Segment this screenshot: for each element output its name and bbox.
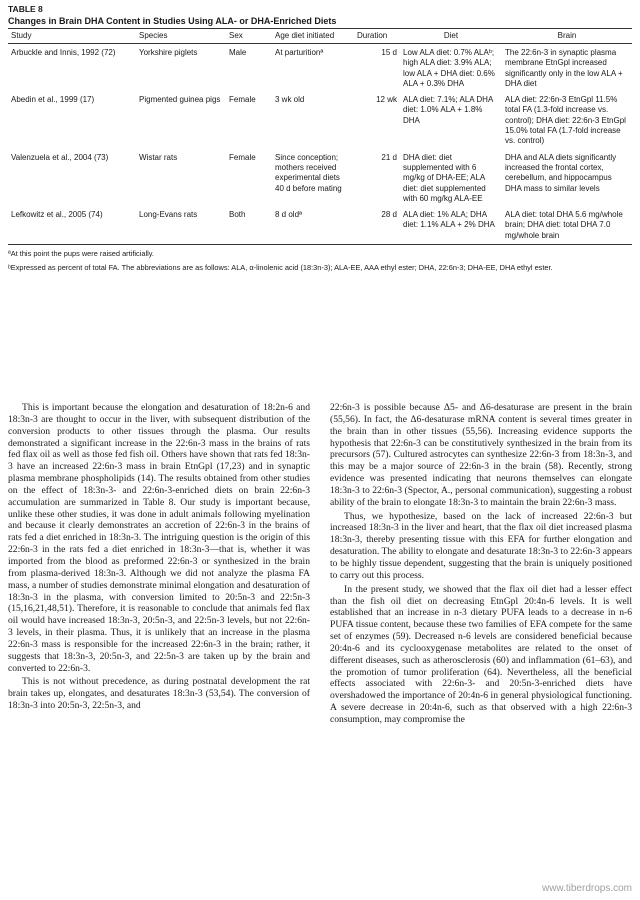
paragraph: In the present study, we showed that the flax oil diet had a lesser effect than the fish oil diet on decreasing EtnGpl 20:4n-6 levels. It is well established that an increase in n-3 dietary PUFA leads to a decrease in n-6 PUFA tissue content, because these two families of EFA compete for the same set of enzymes (59). Decreased n-6 levels are considered beneficial because 20:4n-6 and its cyclooxygenase metabolites are related to the onset of different diseases, such as atherosclerosis (60) and inflammation (61–63), and the promotion of tumor proliferation (64). Nevertheless, all the beneficial effects associated with 22:6n-3- and 20:5n-3-enriched diets have overshadowed the importance of 20:4n-6 in general physiological functioning. A severe decrease in 20:4n-6, such as that observed with a high 22:6n-3 consumption, may compromise the bbox=[330, 583, 632, 725]
cell-study: Valenzuela et al., 2004 (73) bbox=[11, 152, 109, 162]
cell-study: Lefkowitz et al., 2005 (74) bbox=[8, 206, 136, 244]
table-header-row bbox=[8, 29, 632, 44]
cell-study: Arbuckle and Innis, 1992 (72) bbox=[11, 48, 116, 57]
header-brain: Brain bbox=[502, 29, 632, 44]
cell-diet: ALA diet: 7.1%; ALA DHA diet: 1.0% ALA + 1.8% DHA bbox=[403, 95, 493, 125]
cell-age: At parturitionª bbox=[275, 48, 324, 57]
cell-duration: 12 wk bbox=[376, 95, 397, 105]
header-study: Study bbox=[8, 29, 136, 44]
cell-duration: 21 d bbox=[381, 152, 397, 162]
paragraph: Thus, we hypothesize, based on the lack of increased 22:6n-3 but increased 18:3n-3 in the liver and heart, that the flax oil diet increased plasma 18:3n-3, thereby presenting tissue with this EFA for further elongation and desaturation. The ability to elongate and desaturate 18:3n-3 to 22:6n-3 appears to be highly tissue dependent, suggesting that the brain is uniquely positioned to carry out this process. bbox=[330, 510, 632, 581]
table-title: Changes in Brain DHA Content in Studies Using ALA- or DHA-Enriched Diets bbox=[8, 16, 337, 26]
cell-sex: Female bbox=[229, 95, 256, 105]
cell-species: Wistar rats bbox=[139, 152, 178, 162]
cell-brain: The 22:6n-3 in synaptic plasma membrane EtnGpl increased significantly only in the low ALA + DHA diet bbox=[505, 48, 623, 88]
right-column bbox=[330, 402, 632, 726]
header-species: Species bbox=[136, 29, 226, 44]
cell-brain: ALA diet: total DHA 5.6 mg/whole brain; DHA diet: total DHA 7.0 mg/whole brain bbox=[502, 206, 632, 244]
table-label: TABLE 8 bbox=[8, 4, 43, 14]
cell-age: 3 wk old bbox=[275, 95, 305, 105]
cell-diet: Low ALA diet: 0.7% ALAᵇ; high ALA diet: 3.9% ALA; low ALA + DHA diet: 0.6% ALA + 0.3% DHA bbox=[403, 48, 495, 88]
table-8 bbox=[8, 4, 632, 272]
cell-sex: Both bbox=[226, 206, 272, 244]
header-duration: Duration bbox=[354, 29, 400, 44]
cell-species: Yorkshire piglets bbox=[139, 48, 198, 57]
header-sex: Sex bbox=[226, 29, 272, 44]
cell-brain: ALA diet: 22:6n-3 EtnGpl 11.5% total FA (1.3-fold increase vs. control); DHA diet: 22:6n-3 EtnGpl 15.0% total FA (1.7-fold increase vs. control) bbox=[505, 95, 626, 146]
cell-species: Pigmented guinea pigs bbox=[139, 95, 221, 105]
cell-diet: DHA diet: diet supplemented with 6 mg/kg of DHA-EE; ALA diet: diet supplemented with 60 mg/kg ALA-EE bbox=[403, 152, 486, 203]
table-row bbox=[8, 206, 632, 244]
header-diet: Diet bbox=[400, 29, 502, 44]
header-age: Age diet initiated bbox=[272, 29, 354, 44]
cell-duration: 28 d bbox=[354, 206, 400, 244]
cell-diet: ALA diet: 1% ALA; DHA diet: 1.1% ALA + 2% DHA bbox=[400, 206, 502, 244]
data-table bbox=[8, 28, 632, 245]
cell-sex: Female bbox=[229, 152, 256, 162]
left-column bbox=[8, 402, 310, 712]
table-row bbox=[8, 44, 632, 92]
footnote-a: ªAt this point the pups were raised artificially. bbox=[8, 249, 154, 259]
table-row bbox=[8, 149, 632, 206]
cell-sex: Male bbox=[229, 48, 247, 57]
paragraph: This is not without precedence, as during postnatal development the rat brain takes up, elongates, and desaturates 18:3n-3 (53,54). The conversion of 18:3n-3 into 20:5n-3, 22:5n-3, and bbox=[8, 676, 310, 712]
paragraph: 22:6n-3 is possible because Δ5- and Δ6-desaturase are present in the brain (55,56). In fact, the Δ6-desaturase mRNA content is several times greater in the brain than in other tissues (55,56). Increasing evidence supports the hypothesis that 22:6n-3 can be constitutively synthesized in the brain from its precursors (57). Cultured astrocytes can synthesize 22:6n-3 from 18:3n-3, and this may be a major source of 22:6n-3 in the brain (58). Recently, strong evidence was presented indicating that neurons themselves can elongate 18:3n-3 to 22:6n-3 (Spector, A., personal communication), suggesting a robust ability of the brain to elongate 18:3n-3 to maintain the brain 22:6n-3 mass. bbox=[330, 402, 632, 508]
cell-duration: 15 d bbox=[381, 48, 397, 57]
cell-brain: DHA and ALA diets significantly increased the frontal cortex, cerebellum, and hippocampus DHA mass to similar levels bbox=[505, 152, 617, 193]
cell-species: Long-Evans rats bbox=[136, 206, 226, 244]
cell-age: Since conception; mothers received experimental diets 40 d before mating bbox=[275, 152, 342, 193]
cell-study: Abedin et al., 1999 (17) bbox=[11, 95, 95, 105]
watermark: www.tiberdrops.com bbox=[541, 883, 632, 894]
cell-age: 8 d oldª bbox=[272, 206, 354, 244]
paragraph: This is important because the elongation and desaturation of 18:2n-6 and 18:3n-3 are thought to occur in the liver, with subsequent distribution of the conversion products to other tissues through the plasma. Our results demonstrated a significant increase in the 22:6n-3 mass in the brains of rats fed flax oil as well as those fed fish oil. Others have shown that rats fed 18:3n-3 have an increased 22:6n-3 mass in brain EtnGpl (17,23) and in synaptic plasma membrane phospholipids (14). The results obtained from other studies on the effect of 18:3n-3- and 22:6n-3-enriched diets on brain 22:6n-3 accumulation are summarized in Table 8. Our study is important because, unlike these other studies, it was done in adult animals following myelination and because it clearly demonstrates an accretion of 22:6n-3 in the brains of rats fed a diet enriched in 18:3n-3. The intriguing question is the origin of this 22:6n-3 in the rats fed a diet enriched in 18:3n-3—that is, whether it was imported from the blood as preformed 22:6n-3 or synthesized in the brain from plasma-derived 18:3n-3. Although we did not analyze the plasma FA mass, a number of studies demonstrate minimal elongation and desaturation of 18:3n-3 in the plasma, with conversion limited to 20:5n-3 and 22:5n-3 (15,16,21,48,51). Therefore, it is reasonable to conclude that animals fed flax oil would have increased 18:3n-3, 20:5n-3, and 22:5n-3 levels, but not 22:6n-3 levels, in their plasma. Thus, it is unlikely that an increase in the plasma 22:6n-3 mass is responsible for the increased 22:6n-3 in the brain; rather, it suggests that 18:3n-3, 20:5n-3, and 22:5n-3 are taken up by the brain and converted to 22:6n-3. bbox=[8, 402, 310, 674]
table-row bbox=[8, 91, 632, 148]
footnote-b: ᵇExpressed as percent of total FA. The abbreviations are as follows: ALA, α-linolenic acid (18:3n-3); ALA-EE, AAA ethyl ester; DHA, 22:6n-3; DHA-EE, DHA ethyl ester. bbox=[8, 262, 553, 272]
